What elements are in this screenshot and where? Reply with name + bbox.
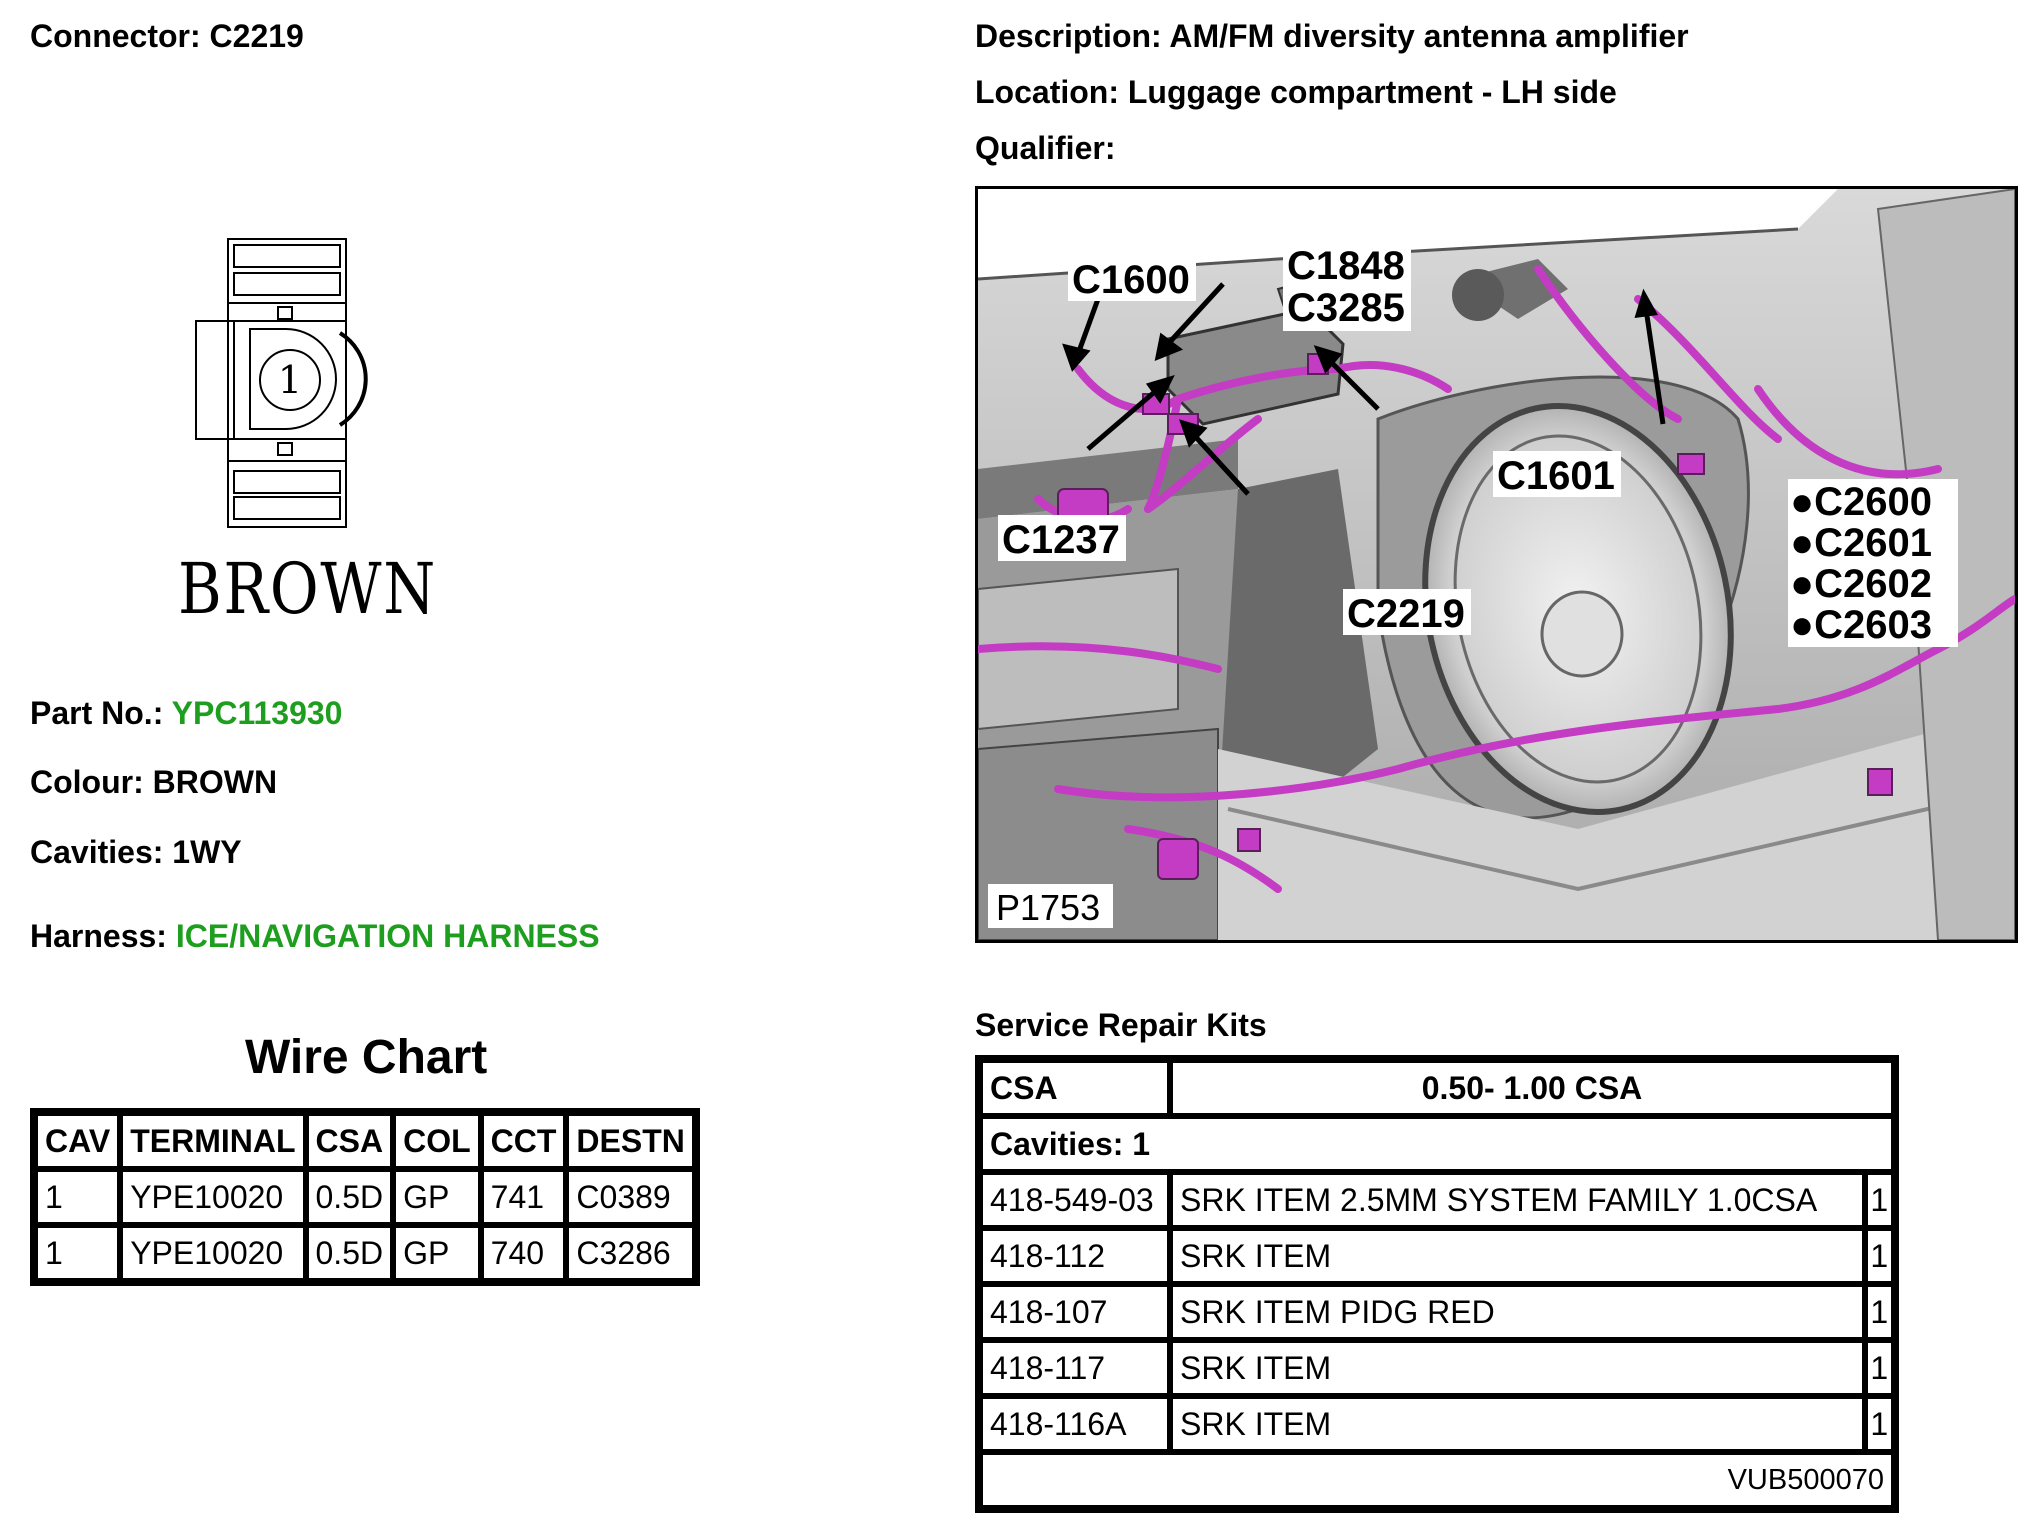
- callout-c1601: C1601: [1497, 454, 1615, 498]
- connector-id: C2219: [209, 18, 304, 54]
- harness-label: Harness:: [30, 918, 167, 954]
- srk-desc: SRK ITEM PIDG RED: [1170, 1284, 1865, 1340]
- harness-link[interactable]: ICE/NAVIGATION HARNESS: [175, 918, 600, 954]
- colour-value: BROWN: [152, 764, 278, 800]
- srk-csa-label: CSA: [980, 1060, 1170, 1116]
- location-value: Luggage compartment - LH side: [1127, 74, 1617, 110]
- location-line: [975, 74, 1617, 111]
- cavities-label: Cavities:: [30, 834, 164, 870]
- srk-reference-row: [980, 1452, 1894, 1508]
- cell-destn[interactable]: C0389: [566, 1169, 694, 1225]
- table-row: [980, 1284, 1894, 1340]
- connector-face-diagram: [190, 235, 370, 555]
- picture-reference: P1753: [996, 887, 1101, 928]
- srk-qty: 1: [1865, 1172, 1894, 1228]
- callout-c2600: ●C2600: [1790, 480, 1933, 524]
- callout-c2219: C2219: [1347, 592, 1465, 636]
- table-row: [980, 1172, 1894, 1228]
- wire-chart-title: Wire Chart: [245, 1031, 488, 1084]
- col-csa: CSA: [306, 1113, 394, 1169]
- wire-chart-header-row: [35, 1113, 695, 1169]
- cavities-line: [30, 834, 242, 871]
- cell-csa: 0.5D: [306, 1169, 394, 1225]
- callout-c3285: C3285: [1287, 286, 1405, 330]
- srk-csa-row: [980, 1060, 1894, 1116]
- srk-qty: 1: [1865, 1396, 1894, 1452]
- connector-colour-caption: BROWN: [178, 548, 438, 630]
- col-terminal: TERMINAL: [120, 1113, 305, 1169]
- cell-cct: 741: [481, 1169, 567, 1225]
- table-row: [980, 1340, 1894, 1396]
- cell-cav: 1: [35, 1169, 120, 1225]
- callout-c1237: C1237: [1002, 518, 1120, 562]
- col-cct: CCT: [481, 1113, 567, 1169]
- cell-terminal: YPE10020: [120, 1225, 305, 1281]
- srk-desc: SRK ITEM: [1170, 1340, 1865, 1396]
- cavities-value: 1WY: [172, 834, 242, 870]
- table-row: [980, 1228, 1894, 1284]
- col-col: COL: [393, 1113, 481, 1169]
- part-no-link[interactable]: YPC113930: [171, 695, 343, 731]
- srk-cavities-row: [980, 1116, 1894, 1172]
- connector-label: Connector:: [30, 18, 201, 54]
- srk-cavities: Cavities: 1: [980, 1116, 1894, 1172]
- qualifier-line: [975, 130, 1115, 167]
- cavity-number: 1: [277, 358, 303, 402]
- srk-reference: VUB500070: [980, 1452, 1894, 1508]
- part-no-line: [30, 695, 342, 732]
- cell-terminal: YPE10020: [120, 1169, 305, 1225]
- srk-csa-value: 0.50- 1.00 CSA: [1170, 1060, 1894, 1116]
- col-destn: DESTN: [566, 1113, 694, 1169]
- srk-qty: 1: [1865, 1228, 1894, 1284]
- srk-qty: 1: [1865, 1340, 1894, 1396]
- srk-part: 418-116A: [980, 1396, 1170, 1452]
- callout-c2601: ●C2601: [1790, 521, 1933, 565]
- srk-qty: 1: [1865, 1284, 1894, 1340]
- table-row: [35, 1169, 695, 1225]
- callout-c2603: ●C2603: [1790, 603, 1933, 647]
- wire-chart-table: [30, 1108, 700, 1286]
- luggage-compartment-illustration: [978, 189, 2015, 940]
- qualifier-label: Qualifier:: [975, 130, 1116, 166]
- srk-part: 418-107: [980, 1284, 1170, 1340]
- srk-desc: SRK ITEM: [1170, 1228, 1865, 1284]
- cell-cct: 740: [481, 1225, 567, 1281]
- colour-line: [30, 764, 277, 801]
- colour-label: Colour:: [30, 764, 144, 800]
- description-line: [975, 18, 1689, 55]
- callout-c1848: C1848: [1287, 244, 1405, 288]
- srk-desc: SRK ITEM: [1170, 1396, 1865, 1452]
- table-row: [980, 1396, 1894, 1452]
- table-row: [35, 1225, 695, 1281]
- location-label: Location:: [975, 74, 1119, 110]
- harness-line: [30, 918, 600, 955]
- callout-c1600: C1600: [1072, 258, 1190, 302]
- description-value: AM/FM diversity antenna amplifier: [1169, 18, 1689, 54]
- cell-col: GP: [393, 1169, 481, 1225]
- col-cav: CAV: [35, 1113, 120, 1169]
- cell-cav: 1: [35, 1225, 120, 1281]
- service-repair-kits-title: Service Repair Kits: [975, 1007, 1267, 1043]
- cell-col: GP: [393, 1225, 481, 1281]
- service-repair-kits-table: [975, 1055, 1899, 1513]
- srk-desc: SRK ITEM 2.5MM SYSTEM FAMILY 1.0CSA: [1170, 1172, 1865, 1228]
- callout-c2602: ●C2602: [1790, 562, 1933, 606]
- srk-part: 418-117: [980, 1340, 1170, 1396]
- srk-part: 418-112: [980, 1228, 1170, 1284]
- cell-csa: 0.5D: [306, 1225, 394, 1281]
- description-label: Description:: [975, 18, 1162, 54]
- cell-destn[interactable]: C3286: [566, 1225, 694, 1281]
- location-photo: [975, 186, 2018, 943]
- part-no-label: Part No.:: [30, 695, 164, 731]
- connector-heading: [30, 18, 304, 55]
- srk-part: 418-549-03: [980, 1172, 1170, 1228]
